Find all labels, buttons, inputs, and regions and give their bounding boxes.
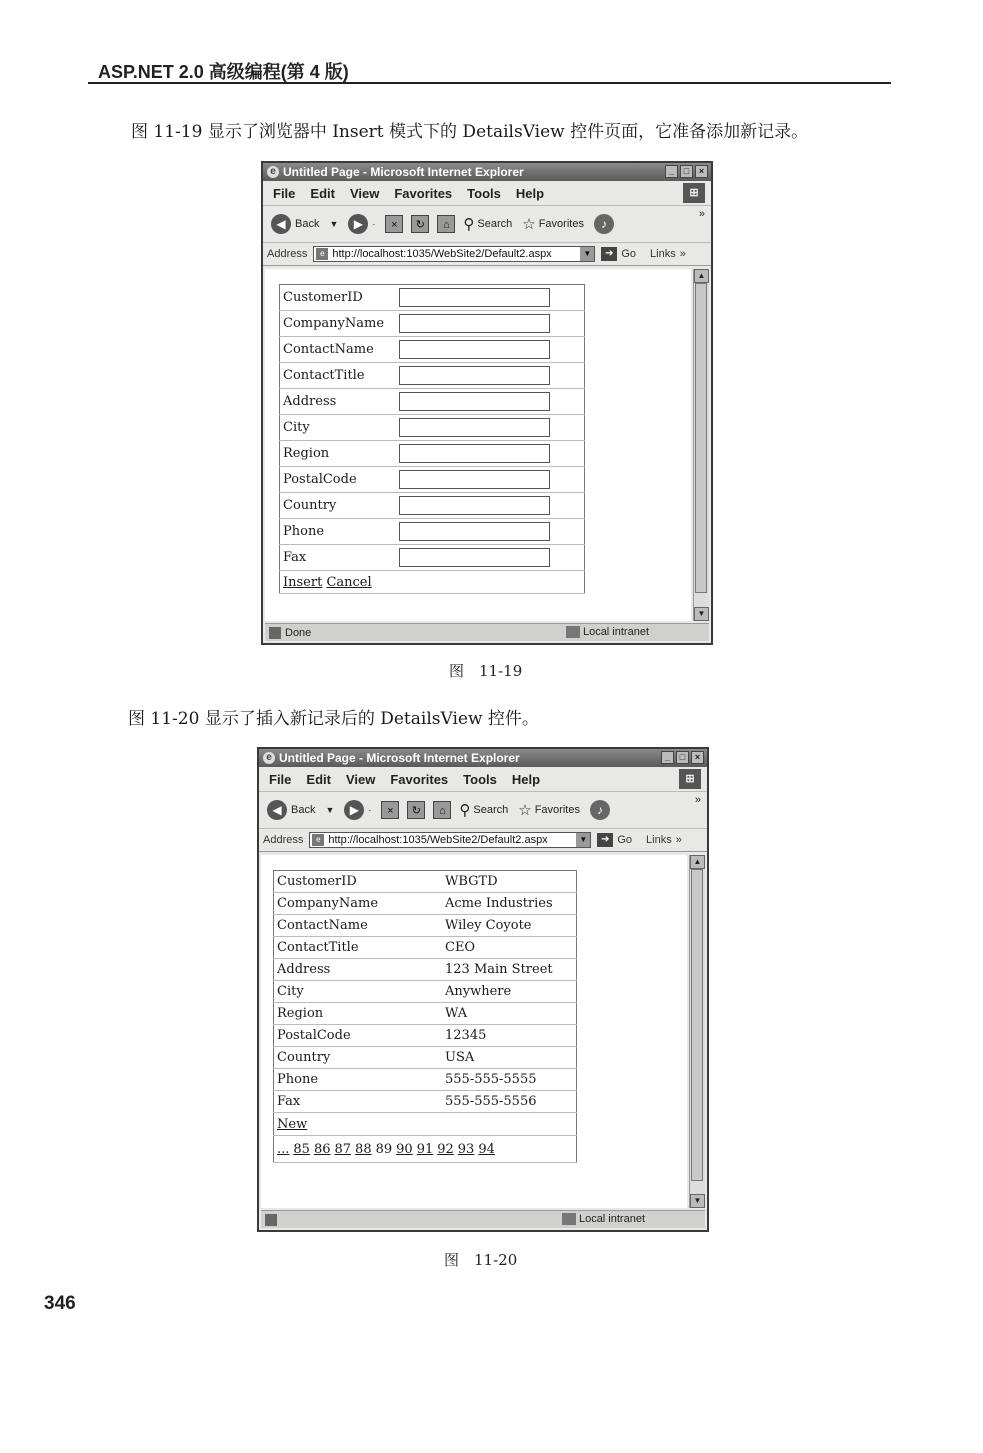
field-input[interactable] [399, 366, 550, 385]
menu-favorites[interactable]: Favorites [390, 771, 449, 787]
intranet-icon [562, 1213, 576, 1225]
dropdown-arrow-icon[interactable]: ▼ [580, 247, 594, 261]
favorites-star-icon[interactable]: ☆ [518, 802, 532, 819]
field-label: Phone [274, 1069, 443, 1091]
detail-row [274, 959, 577, 981]
detail-row [274, 1003, 577, 1025]
field-value: 555-555-5556 [442, 1091, 577, 1113]
close-icon[interactable]: × [695, 165, 708, 178]
field-value: Wiley Coyote [442, 915, 577, 937]
menu-bar [263, 181, 711, 206]
scroll-down-icon[interactable]: ▼ [690, 1194, 705, 1208]
field-input[interactable] [399, 418, 550, 437]
dropdown-arrow-icon[interactable]: ▼ [576, 833, 590, 847]
detail-row [274, 1069, 577, 1091]
chevron-down-icon[interactable]: ▼ [329, 219, 339, 229]
pager-link[interactable]: 93 [457, 1141, 475, 1157]
detail-row [280, 493, 585, 519]
pager-link[interactable]: 88 [355, 1141, 372, 1157]
header-rule [88, 82, 891, 84]
refresh-icon[interactable]: ↻ [407, 801, 425, 819]
field-label: PostalCode [280, 467, 397, 493]
detail-row [274, 1091, 577, 1113]
media-icon[interactable]: ♪ [590, 800, 610, 820]
pager-link[interactable]: 85 [293, 1141, 310, 1157]
vertical-scrollbar[interactable] [689, 855, 705, 1208]
page-icon: e [312, 834, 324, 846]
back-arrow-icon[interactable]: ◀ [267, 800, 287, 820]
maximize-icon[interactable]: □ [676, 751, 689, 764]
detail-row [274, 1047, 577, 1069]
field-value: CEO [442, 937, 577, 959]
menu-view[interactable]: View [349, 185, 380, 201]
detail-row [280, 337, 585, 363]
field-label: CompanyName [274, 893, 443, 915]
forward-arrow-icon[interactable]: ▶ [344, 800, 364, 820]
pager-link[interactable]: ... [277, 1141, 290, 1157]
window-title: Untitled Page - Microsoft Internet Explorer [283, 165, 524, 179]
chevron-down-icon[interactable]: · [368, 805, 372, 815]
menu-bar [259, 767, 707, 792]
field-input[interactable] [399, 314, 550, 333]
field-label: Country [274, 1047, 443, 1069]
media-icon[interactable]: ♪ [594, 214, 614, 234]
zone-text: Local intranet [578, 1213, 645, 1225]
home-icon[interactable]: ⌂ [437, 215, 455, 233]
page-content [265, 269, 691, 621]
field-label: ContactName [274, 915, 443, 937]
links-button[interactable]: Links [650, 248, 676, 260]
search-button[interactable]: Search [477, 218, 513, 230]
address-bar [259, 829, 707, 852]
detail-row [274, 981, 577, 1003]
field-value: USA [442, 1047, 577, 1069]
address-label: Address [267, 248, 308, 260]
chevron-down-icon[interactable]: ▼ [325, 805, 335, 815]
detail-row [280, 415, 585, 441]
detail-row [280, 311, 585, 337]
field-input[interactable] [399, 470, 550, 489]
address-url: http://localhost:1035/WebSite2/Default2.aspx [332, 248, 552, 260]
field-label: ContactName [280, 337, 397, 363]
pager-current-page: 89 [375, 1141, 393, 1157]
field-label: CompanyName [280, 311, 397, 337]
menu-file[interactable]: File [269, 771, 292, 787]
pager-link[interactable]: 90 [396, 1141, 413, 1157]
favorites-button[interactable]: Favorites [534, 804, 580, 816]
toolbar [263, 206, 711, 243]
search-icon[interactable]: ⚲ [459, 802, 471, 819]
detail-row [274, 1025, 577, 1047]
intranet-icon [566, 626, 580, 638]
paragraph-2: 图 11-20 显示了插入新记录后的 DetailsView 控件。 [128, 709, 539, 729]
field-label: City [274, 981, 443, 1003]
search-icon[interactable]: ⚲ [463, 216, 475, 233]
field-value: 123 Main Street [442, 959, 577, 981]
pager-link[interactable]: 87 [334, 1141, 352, 1157]
address-label: Address [263, 834, 304, 846]
detail-row [274, 893, 577, 915]
detail-row [280, 363, 585, 389]
status-text: Done [285, 626, 312, 639]
page-number: 346 [44, 1293, 76, 1314]
field-label: City [280, 415, 397, 441]
go-button[interactable]: Go [621, 248, 637, 260]
favorites-star-icon[interactable]: ☆ [522, 216, 536, 233]
detail-row [274, 915, 577, 937]
chevron-down-icon[interactable]: · [372, 219, 376, 229]
search-button[interactable]: Search [473, 804, 509, 816]
field-label: CustomerID [280, 285, 397, 311]
field-label: Phone [280, 519, 397, 545]
menu-view[interactable]: View [345, 771, 376, 787]
detail-row [280, 519, 585, 545]
scroll-up-icon[interactable]: ▲ [690, 855, 705, 869]
field-label: PostalCode [274, 1025, 443, 1047]
address-bar [263, 243, 711, 266]
page-done-icon [269, 627, 281, 639]
field-input[interactable] [399, 288, 550, 307]
field-label: Region [274, 1003, 443, 1025]
menu-tools[interactable]: Tools [467, 185, 501, 201]
page-icon: e [316, 248, 328, 260]
refresh-icon[interactable]: ↻ [411, 215, 429, 233]
vertical-scrollbar[interactable] [693, 269, 709, 621]
pager-link[interactable]: 92 [437, 1141, 454, 1157]
go-arrow-icon[interactable]: ➔ [601, 247, 617, 261]
page-content [261, 855, 687, 1208]
maximize-icon[interactable]: □ [680, 165, 693, 178]
browser-window-fig2 [257, 747, 709, 1232]
field-value: WBGTD [442, 871, 577, 893]
cancel-link[interactable]: Cancel [326, 574, 372, 590]
field-label: Region [280, 441, 397, 467]
links-overflow-icon[interactable]: » [679, 248, 686, 260]
field-label: ContactTitle [274, 937, 443, 959]
go-button[interactable]: Go [617, 834, 633, 846]
field-value: Acme Industries [442, 893, 577, 915]
caption-fig-11-19: 图 11-19 [449, 662, 523, 680]
detail-row [280, 467, 585, 493]
go-arrow-icon[interactable]: ➔ [597, 833, 613, 847]
field-label: Fax [280, 545, 397, 571]
scroll-up-icon[interactable]: ▲ [694, 269, 709, 283]
detailsview-readonly [273, 870, 577, 1163]
menu-edit[interactable]: Edit [306, 771, 331, 787]
forward-arrow-icon[interactable]: ▶ [348, 214, 368, 234]
menu-tools[interactable]: Tools [463, 771, 497, 787]
address-url: http://localhost:1035/WebSite2/Default2.aspx [328, 834, 548, 846]
address-input[interactable] [309, 832, 591, 848]
toolbar [259, 792, 707, 829]
field-input[interactable] [399, 522, 550, 541]
window-title: Untitled Page - Microsoft Internet Explorer [279, 751, 520, 765]
menu-edit[interactable]: Edit [310, 185, 335, 201]
windows-logo-icon: ⊞ [683, 183, 705, 203]
caption-fig-11-20: 图 11-20 [444, 1251, 518, 1269]
detail-row [280, 545, 585, 571]
menu-file[interactable]: File [273, 185, 296, 201]
minimize-icon[interactable]: _ [665, 165, 678, 178]
status-bar [265, 623, 709, 641]
new-link[interactable]: New [277, 1116, 308, 1132]
field-label: CustomerID [274, 871, 443, 893]
scroll-down-icon[interactable]: ▼ [694, 607, 709, 621]
back-button[interactable]: Back [295, 218, 320, 230]
menu-help[interactable]: Help [515, 185, 545, 201]
running-head: ASP.NET 2.0 高级编程(第 4 版) [98, 62, 349, 82]
field-label: Address [274, 959, 443, 981]
browser-window-fig1 [261, 161, 713, 645]
windows-logo-icon: ⊞ [679, 769, 701, 789]
field-label: Fax [274, 1091, 443, 1113]
field-input[interactable] [399, 392, 550, 411]
links-button[interactable]: Links [646, 834, 672, 846]
stop-icon[interactable]: × [385, 215, 403, 233]
stop-icon[interactable]: × [381, 801, 399, 819]
back-arrow-icon[interactable]: ◀ [271, 214, 291, 234]
ie-icon: e [263, 752, 275, 764]
detail-row [280, 441, 585, 467]
field-value: Anywhere [442, 981, 577, 1003]
close-icon[interactable]: × [691, 751, 704, 764]
pager-link[interactable]: 86 [313, 1141, 331, 1157]
field-input[interactable] [399, 444, 550, 463]
page-icon [265, 1214, 277, 1226]
field-input[interactable] [399, 340, 550, 359]
menu-favorites[interactable]: Favorites [394, 185, 453, 201]
field-input[interactable] [399, 548, 550, 567]
title-bar [259, 749, 707, 767]
detail-row [280, 389, 585, 415]
detail-row [274, 871, 577, 893]
field-value: WA [442, 1003, 577, 1025]
field-value: 12345 [442, 1025, 577, 1047]
menu-help[interactable]: Help [511, 771, 541, 787]
minimize-icon[interactable]: _ [661, 751, 674, 764]
zone-text: Local intranet [582, 626, 649, 638]
home-icon[interactable]: ⌂ [433, 801, 451, 819]
back-button[interactable]: Back [291, 804, 316, 816]
pager-link[interactable]: 91 [416, 1141, 434, 1157]
toolbar-overflow-icon[interactable]: » [698, 208, 705, 220]
field-input[interactable] [399, 496, 550, 515]
field-label: Address [280, 389, 397, 415]
field-label: ContactTitle [280, 363, 397, 389]
favorites-button[interactable]: Favorites [538, 218, 584, 230]
insert-link[interactable]: Insert [283, 574, 323, 590]
pager [274, 1136, 577, 1163]
detail-row [274, 937, 577, 959]
scroll-thumb[interactable] [695, 283, 707, 593]
ie-icon: e [267, 166, 279, 178]
toolbar-overflow-icon[interactable]: » [694, 794, 701, 806]
links-overflow-icon[interactable]: » [675, 834, 682, 846]
scroll-thumb[interactable] [691, 869, 703, 1181]
field-label: Country [280, 493, 397, 519]
status-bar [261, 1210, 705, 1228]
pager-link[interactable]: 94 [478, 1141, 495, 1157]
paragraph-1: 图 11-19 显示了浏览器中 Insert 模式下的 DetailsView 控件页面，它准备添加新记录。 [131, 122, 809, 142]
address-input[interactable] [313, 246, 595, 262]
detail-row [280, 285, 585, 311]
detailsview-insert [279, 284, 585, 594]
field-value: 555-555-5555 [442, 1069, 577, 1091]
title-bar [263, 163, 711, 181]
